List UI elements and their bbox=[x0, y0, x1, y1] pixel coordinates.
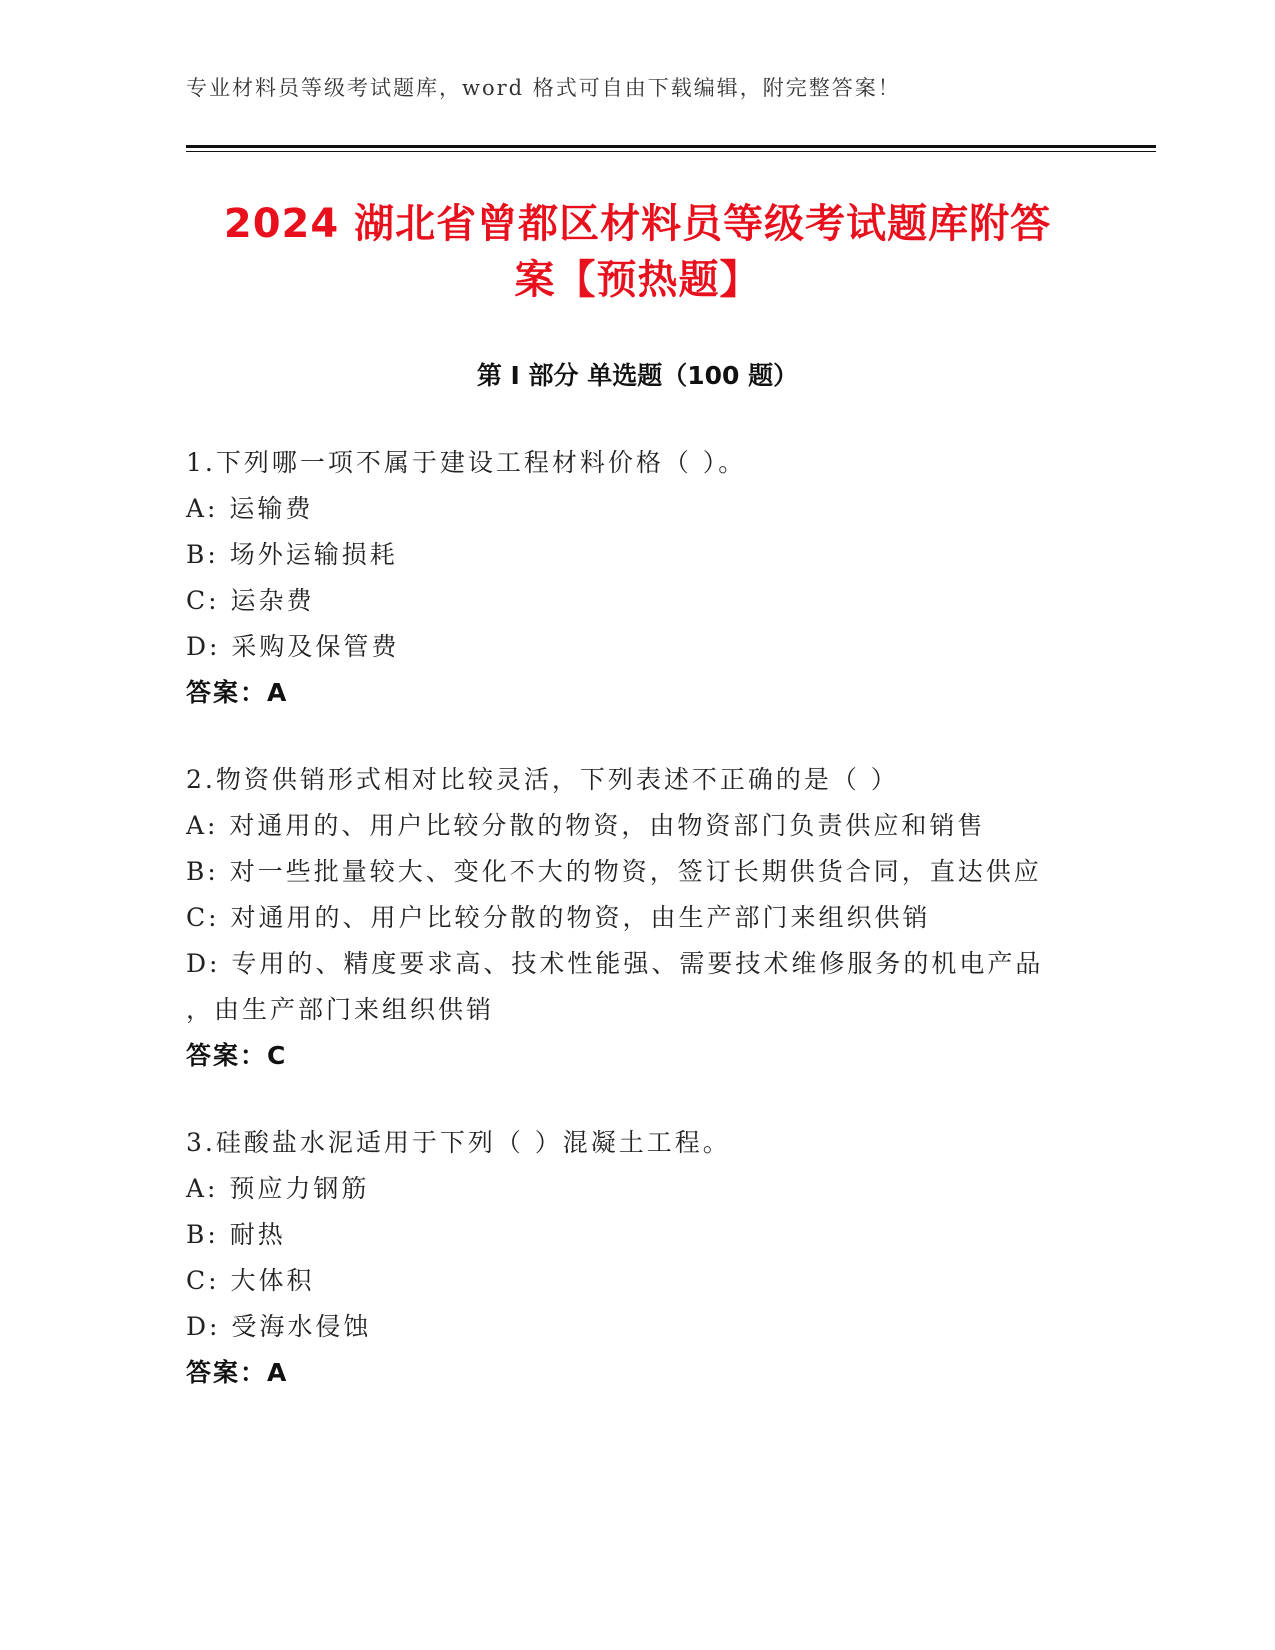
option-d-continued: ，由生产部门来组织供销 bbox=[186, 995, 495, 1024]
option-d: D: 专用的、精度要求高、技术性能强、需要技术维修服务的机电产品 bbox=[186, 949, 1044, 978]
option-c: C: 对通用的、用户比较分散的物资，由生产部门来组织供销 bbox=[186, 903, 931, 932]
title-line-1: 2024 湖北省曾都区材料员等级考试题库附答 bbox=[223, 201, 1052, 247]
question-2 bbox=[186, 757, 1086, 1079]
question-1 bbox=[186, 440, 1086, 716]
section-title: 第 I 部分 单选题（100 题） bbox=[476, 361, 799, 390]
title-line-2: 案【预热题】 bbox=[514, 257, 761, 303]
header-rule-thick bbox=[186, 145, 1156, 148]
option-a: A: 预应力钢筋 bbox=[186, 1174, 370, 1203]
option-d: D: 受海水侵蚀 bbox=[186, 1312, 372, 1341]
option-a: A: 对通用的、用户比较分散的物资，由物资部门负责供应和销售 bbox=[186, 811, 986, 840]
option-b: B: 耐热 bbox=[186, 1220, 286, 1249]
answer: 答案：A bbox=[186, 678, 289, 707]
page-header: 专业材料员等级考试题库，word 格式可自由下载编辑，附完整答案！ bbox=[186, 76, 901, 100]
header-rule-thin bbox=[186, 151, 1156, 152]
option-b: B: 对一些批量较大、变化不大的物资，签订长期供货合同，直达供应 bbox=[186, 857, 1042, 886]
option-c: C: 运杂费 bbox=[186, 586, 315, 615]
question-stem: 1.下列哪一项不属于建设工程材料价格（ ）。 bbox=[186, 448, 747, 477]
question-list bbox=[186, 440, 1086, 1437]
answer: 答案：A bbox=[186, 1358, 289, 1387]
answer: 答案：C bbox=[186, 1041, 288, 1070]
option-d: D: 采购及保管费 bbox=[186, 632, 400, 661]
document-title bbox=[186, 196, 1089, 308]
question-stem: 3.硅酸盐水泥适用于下列（ ）混凝土工程。 bbox=[186, 1128, 731, 1157]
option-c: C: 大体积 bbox=[186, 1266, 315, 1295]
option-b: B: 场外运输损耗 bbox=[186, 540, 398, 569]
option-a: A: 运输费 bbox=[186, 494, 314, 523]
question-3 bbox=[186, 1120, 1086, 1396]
question-stem: 2.物资供销形式相对比较灵活，下列表述不正确的是（ ） bbox=[186, 765, 899, 794]
